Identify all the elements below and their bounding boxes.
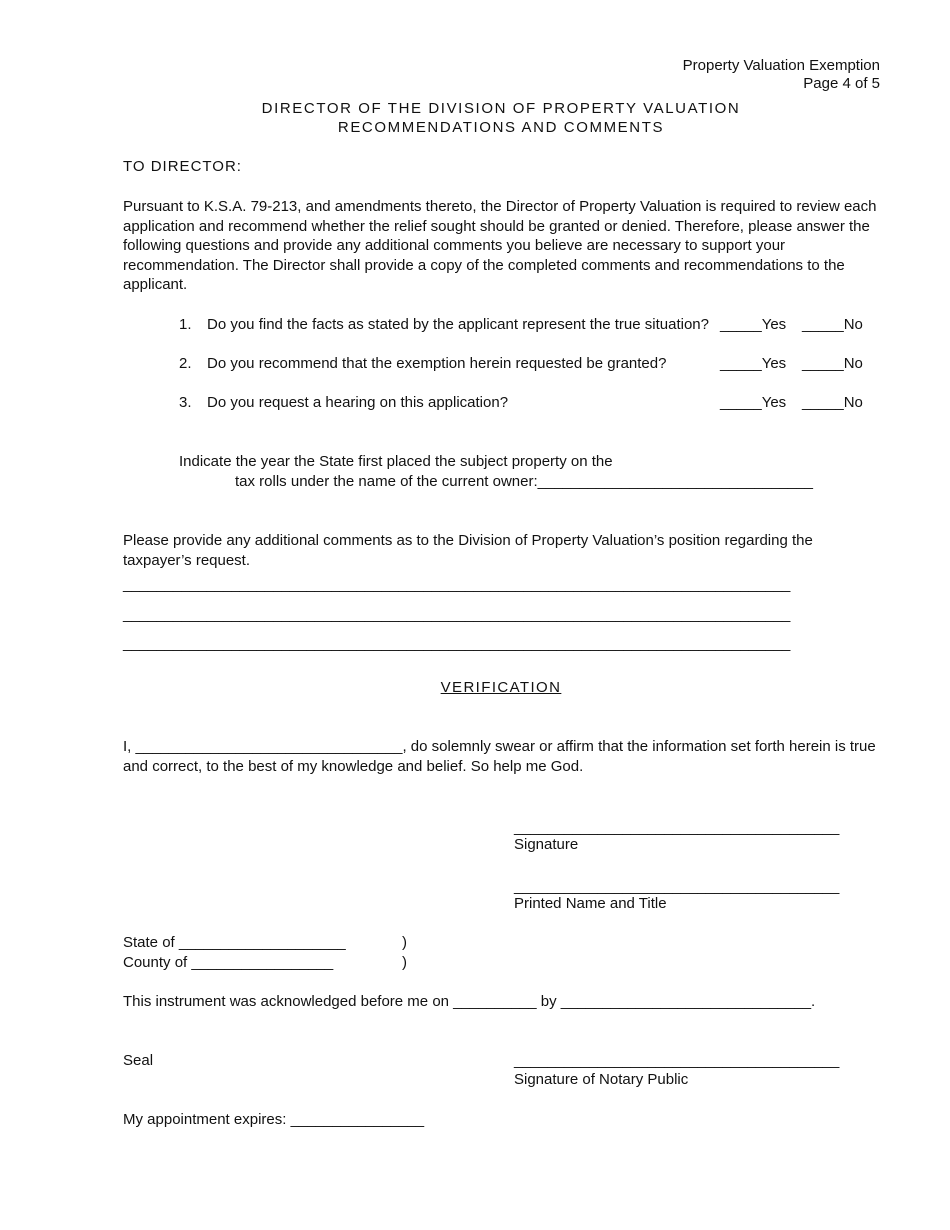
printed-name-label: Printed Name and Title [514, 895, 667, 912]
question-text: Do you find the facts as stated by the applicant represent the true situation? [207, 316, 709, 333]
intro-paragraph: Pursuant to K.S.A. 79-213, and amendments thereto, the Director of Property Valuation is required to review each application and recommend whether the relief sought should be granted or denied. Therefore, please answer the following questions and provide any additional comments you believe are necessary to support your recommendation. The Director shall provide a copy of the completed comments and recommendations to the applicant. [123, 198, 877, 294]
tax-year-prompt: Indicate the year the State first placed the subject property on the [179, 453, 613, 470]
tax-year-field[interactable]: tax rolls under the name of the current owner:_________________________________ [235, 473, 813, 490]
verification-statement: I, ________________________________, do solemnly swear or affirm that the information set forth herein is true and correct, to the best of my knowledge and belief. So help me God. [123, 738, 876, 775]
question-number: 2. [179, 355, 192, 372]
no-option[interactable]: _____No [802, 355, 863, 372]
signature-label: Signature [514, 836, 579, 853]
verification-heading: VERIFICATION [440, 679, 562, 696]
page-title: DIRECTOR OF THE DIVISION OF PROPERTY VALUATION [261, 100, 741, 117]
comment-line-2[interactable]: ________________________________________________________________________________ [123, 606, 791, 623]
seal-label: Seal [123, 1052, 154, 1069]
yes-option[interactable]: _____Yes [720, 394, 787, 411]
county-of-field[interactable]: County of _________________ [123, 954, 334, 971]
question-text: Do you request a hearing on this application? [207, 394, 509, 411]
state-of-field[interactable]: State of ____________________ [123, 934, 346, 951]
to-director-label: TO DIRECTOR: [123, 158, 242, 175]
yes-option[interactable]: _____Yes [720, 355, 787, 372]
document-name: Property Valuation Exemption [682, 57, 880, 74]
yes-option[interactable]: _____Yes [720, 316, 787, 333]
comment-line-1[interactable]: ________________________________________________________________________________ [123, 576, 791, 593]
acknowledgement-statement[interactable]: This instrument was acknowledged before me on __________ by ______________________________. [123, 993, 816, 1010]
no-option[interactable]: _____No [802, 394, 863, 411]
page-number: Page 4 of 5 [803, 75, 880, 92]
question-number: 3. [179, 394, 192, 411]
page-subtitle: RECOMMENDATIONS AND COMMENTS [337, 119, 665, 136]
bracket: ) [402, 954, 407, 971]
printed-name-line[interactable]: _______________________________________ [514, 878, 840, 895]
signature-line[interactable]: _______________________________________ [514, 819, 840, 836]
question-number: 1. [179, 316, 192, 333]
comment-line-3[interactable]: ________________________________________________________________________________ [123, 635, 791, 652]
appointment-expires-field[interactable]: My appointment expires: ________________ [123, 1111, 425, 1128]
comments-prompt: Please provide any additional comments as to the Division of Property Valuation’s position regarding the taxpayer’s request. [123, 532, 813, 569]
question-text: Do you recommend that the exemption herein requested be granted? [207, 355, 667, 372]
notary-signature-line[interactable]: _______________________________________ [514, 1052, 840, 1069]
bracket: ) [402, 934, 407, 951]
no-option[interactable]: _____No [802, 316, 863, 333]
notary-signature-label: Signature of Notary Public [514, 1071, 689, 1088]
